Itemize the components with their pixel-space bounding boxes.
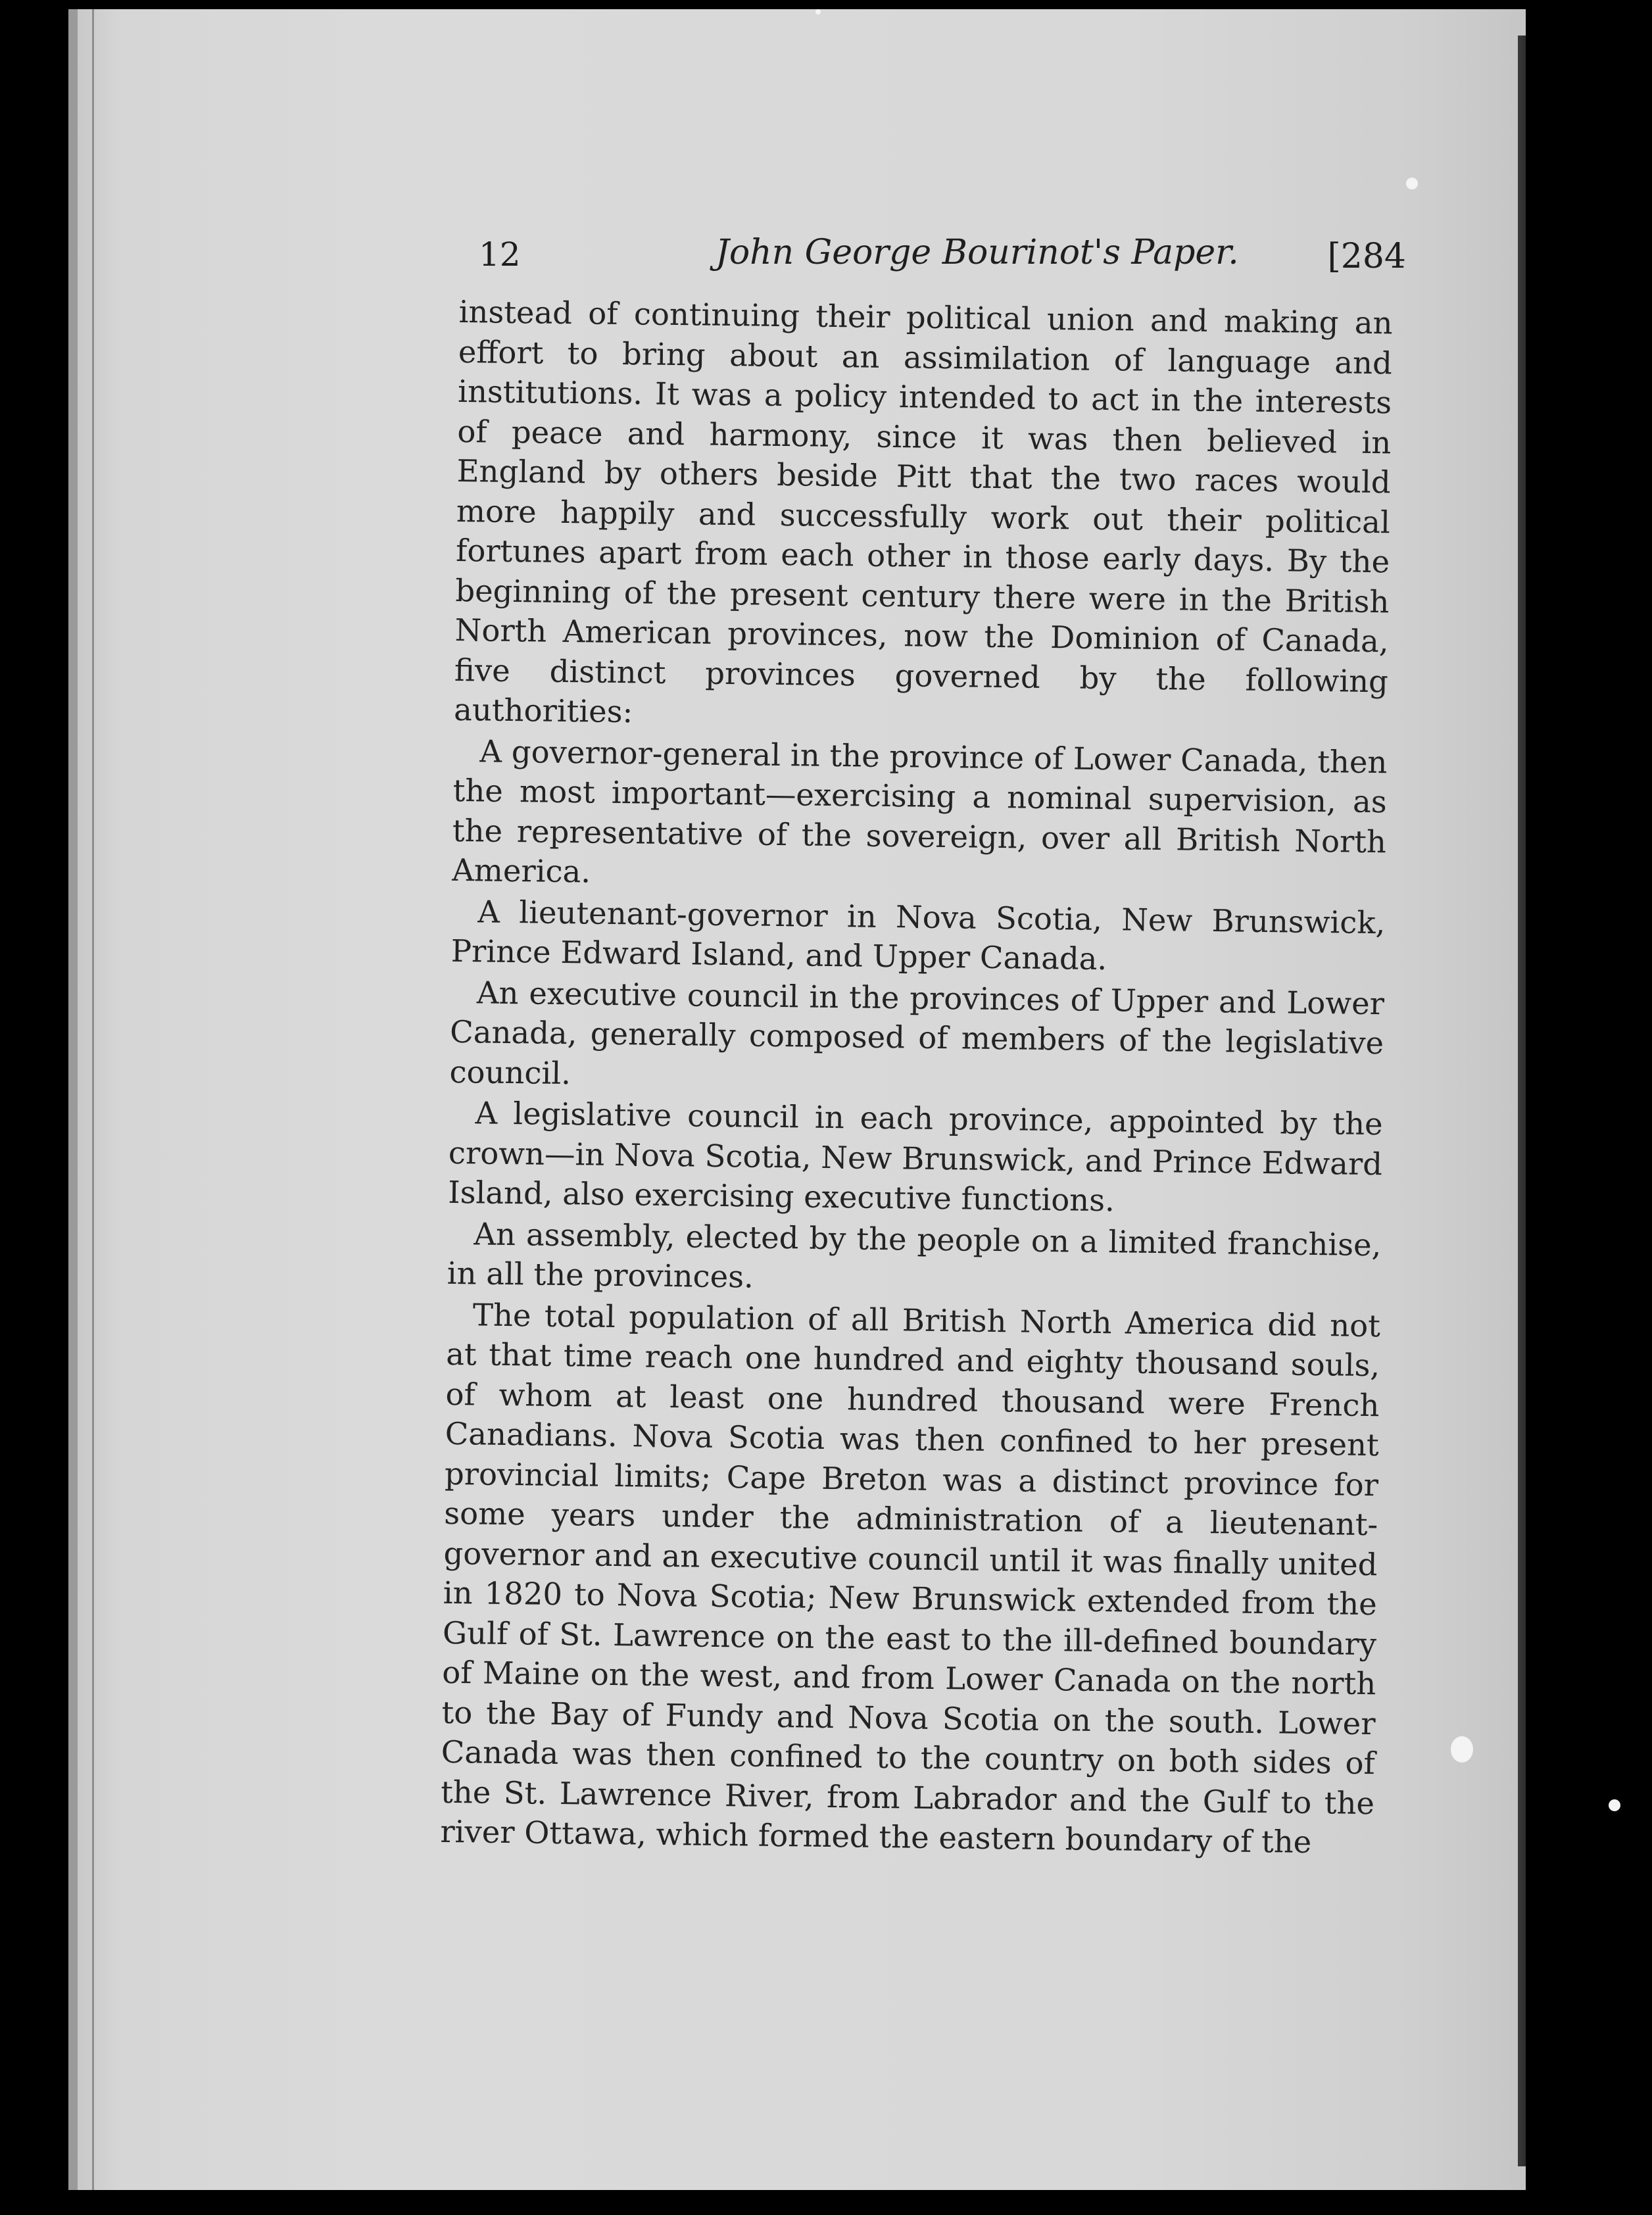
dust-speck [1406,178,1418,189]
binding-edge [92,9,94,2190]
original-page-reference: [284 [1327,237,1406,276]
dust-speck [815,9,821,14]
paragraph: instead of continuing their political union and making an effort to bring about an assimilation of language and institutions. It was a policy intended to act in the interests of peace and harmony, since it was then believed in England by others beside Pitt that the two races would more happily and successfully work out their political fortunes apart from each other in those early days. By the beginning of the present century there were in the British North American provinces, now the Dominion of Canada, five distinct provinces governed by the following authorities: [453,293,1393,730]
paragraph: A governor-general in the province of Lower Canada, then the most important—exercising a nominal supervision, as the representative of the sovereign, over all British North America. [451,733,1388,890]
page-number: 12 [479,235,521,274]
paragraph: An assembly, elected by the people on a limited franchise, in all the provinces. [447,1215,1382,1295]
running-title: John George Bourinot's Paper. [716,233,1239,272]
dust-speck [1609,1799,1620,1811]
dust-speck [1451,1736,1473,1763]
paragraph: The total population of all British North America did not at that time reach one hundred and eighty thousand souls, of whom at least one hundred thousand were French Canadians. Nova Scotia was then confined to her present provincial limits; Cape Breton was a distinct province for some years under the administration of a lieutenant-governor and an executive council until it was finally united in 1820 to Nova Scotia; New Brunswick extended from the Gulf of St. Lawrence on the east to the ill-defined boundary of Maine on the west, and from Lower Canada on the north to the Bay of Fundy and Nova Scotia on the south. Lower Canada was then confined to the country on both sides of the St. Lawrence River, from Labrador and the Gulf to the river Ottawa, which formed the eastern boundary of the [440,1296,1381,1861]
paragraph: A lieutenant-governor in Nova Scotia, New Brunswick, Prince Edward Island, and Upper Canada. [450,893,1386,977]
paper-page [68,9,1564,2190]
body-text [440,292,1393,1864]
running-header [479,233,1406,285]
scan-background-right [1526,0,1652,2215]
paragraph: An executive council in the provinces of Upper and Lower Canada, generally composed of members of the legislative council. [449,974,1385,1091]
paragraph: A legislative council in each province, appointed by the crown—in Nova Scotia, New Brunswick, and Prince Edward Island, also exercising executive functions. [447,1095,1383,1219]
